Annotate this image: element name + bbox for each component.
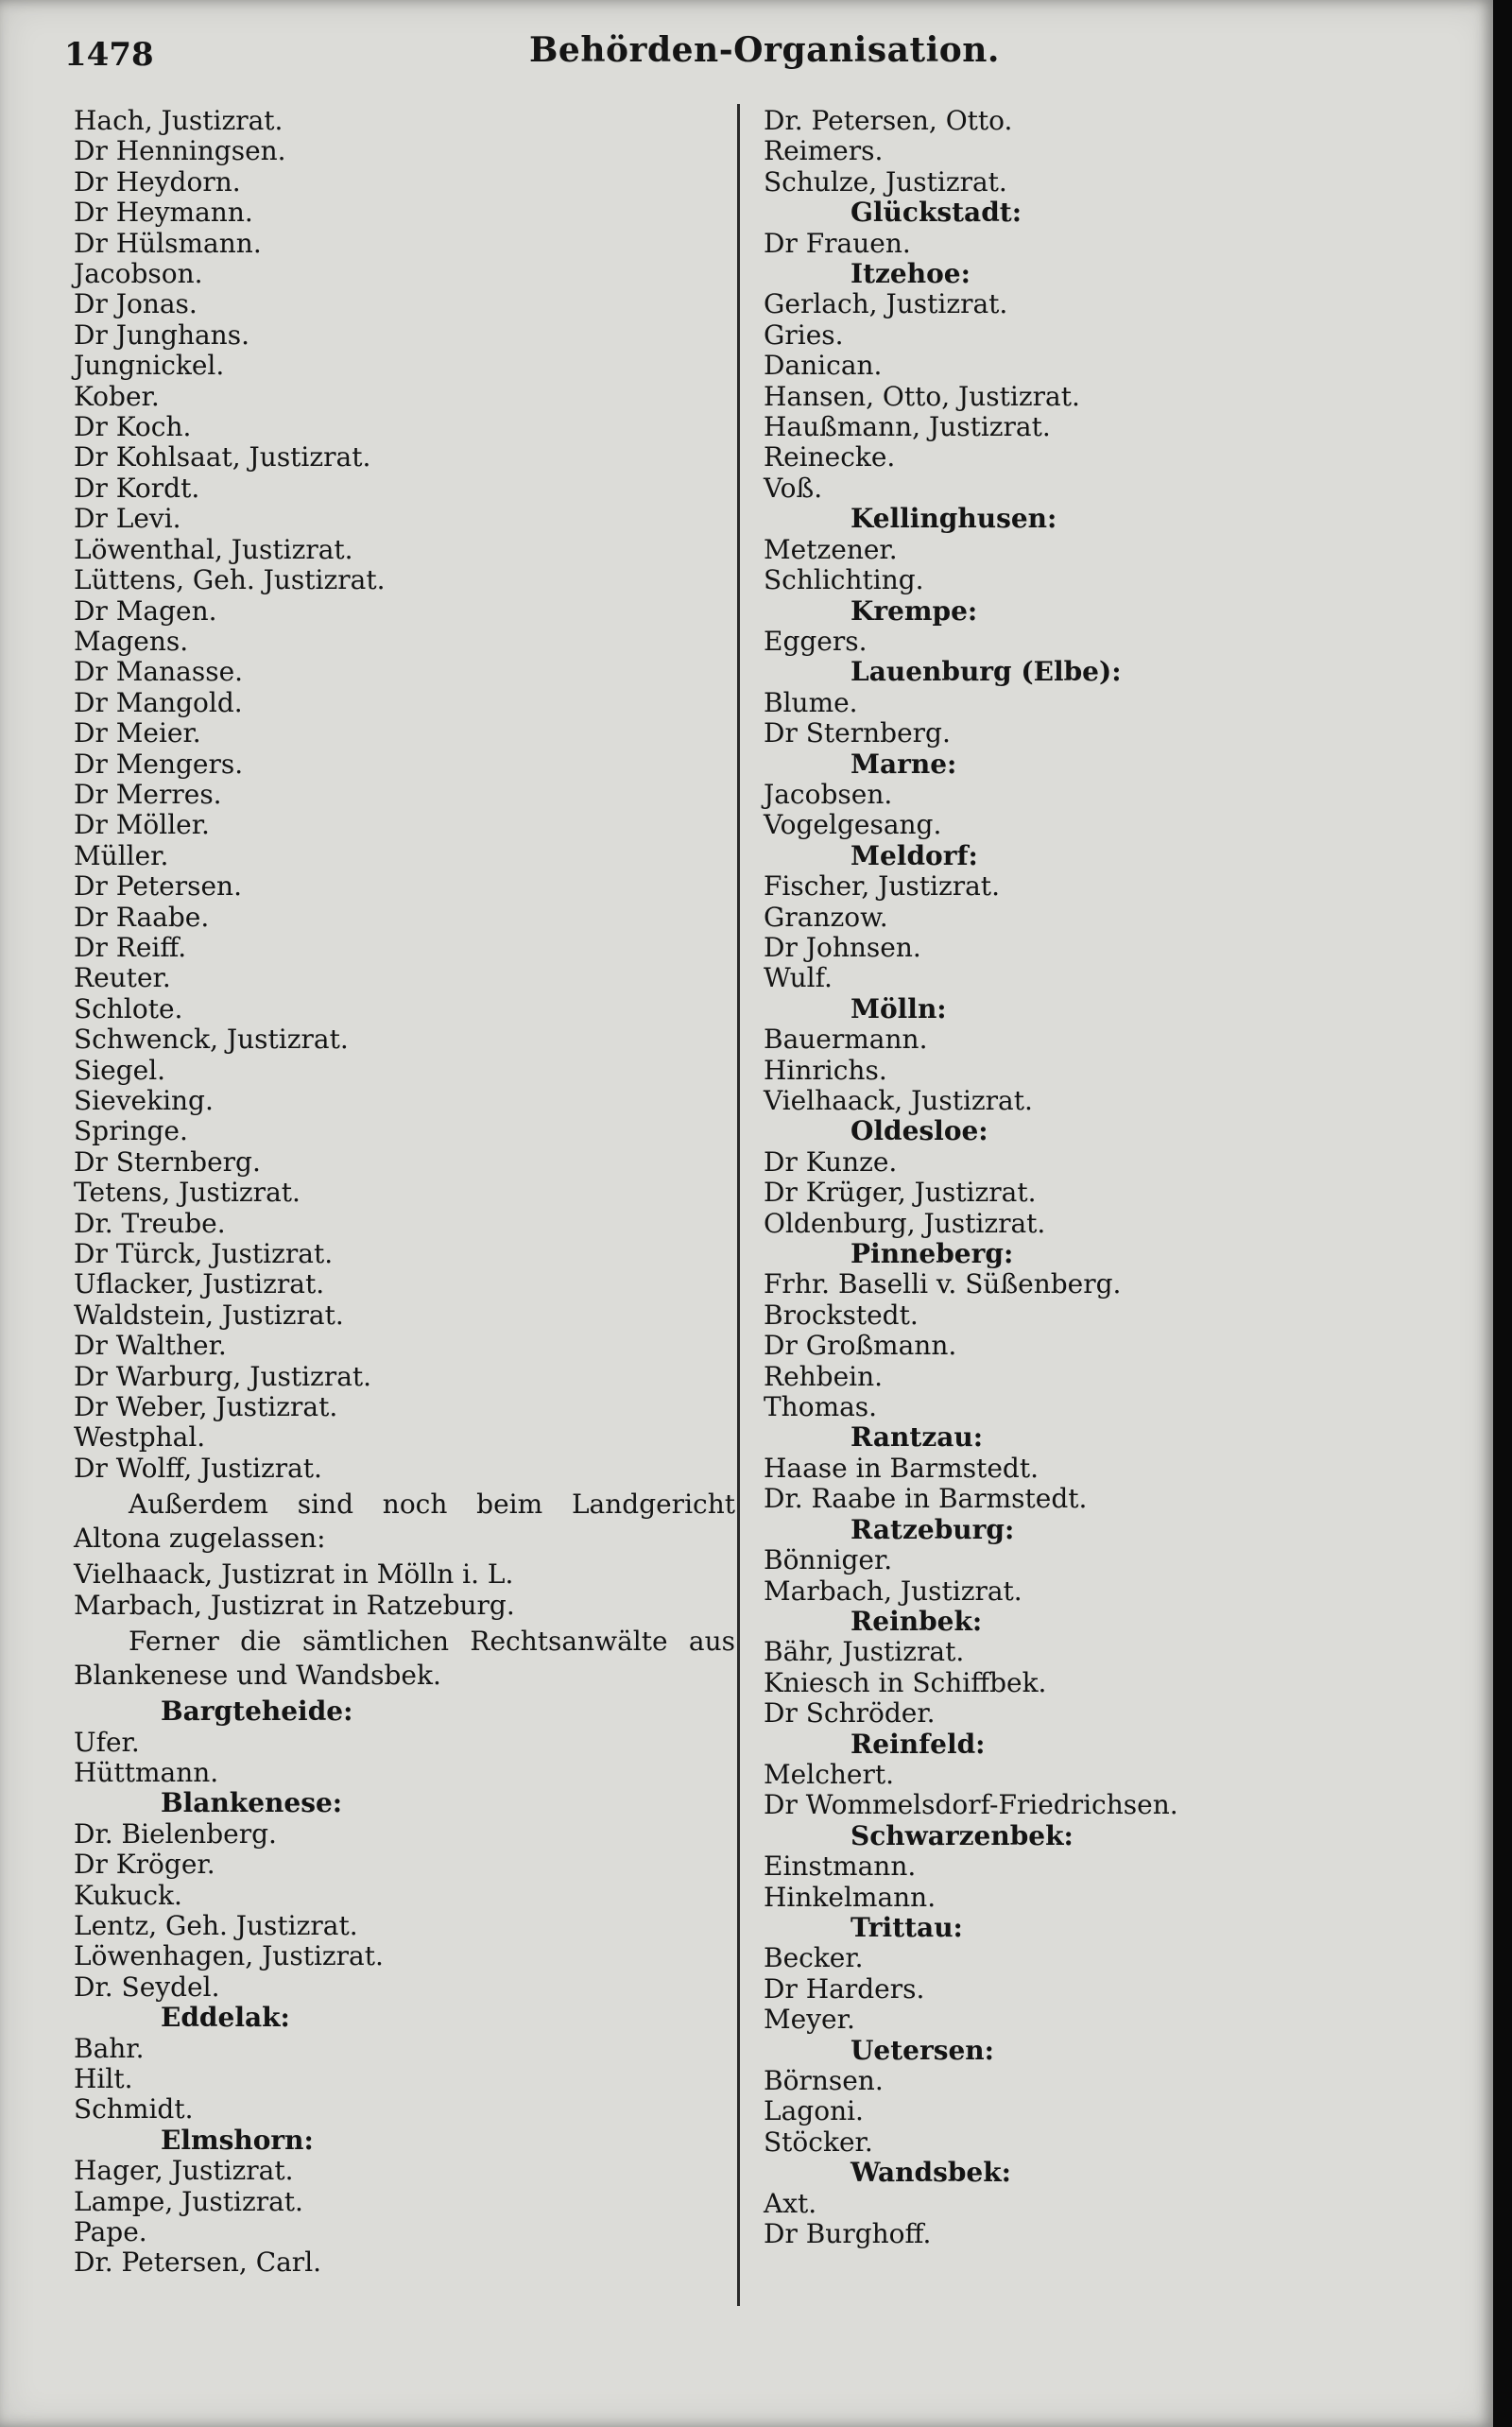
lawyer-entry: Rehbein. bbox=[764, 1360, 884, 1392]
lawyer-entry: Dr Jonas. bbox=[74, 288, 198, 320]
lawyer-entry: Bauermann. bbox=[764, 1024, 928, 1056]
lawyer-entry: Metzener. bbox=[764, 533, 898, 565]
lawyer-entry: Löwenhagen, Justizrat. bbox=[74, 1940, 384, 1972]
left-column bbox=[74, 106, 735, 2279]
lawyer-entry: Pape. bbox=[74, 2216, 147, 2247]
lawyer-entry: Dr Weber, Justizrat. bbox=[74, 1391, 338, 1423]
lawyer-entry: Reuter. bbox=[74, 962, 171, 994]
lawyer-entry: Bähr, Justizrat. bbox=[764, 1636, 965, 1668]
place-heading: Mölln: bbox=[850, 992, 947, 1024]
lawyer-entry: Dr Mangold. bbox=[74, 686, 243, 718]
lawyer-entry: Dr Junghans. bbox=[74, 318, 249, 351]
lawyer-entry: Fischer, Justizrat. bbox=[764, 870, 1000, 903]
lawyer-entry: Dr Türck, Justizrat. bbox=[74, 1238, 334, 1270]
place-heading: Reinbek: bbox=[850, 1605, 983, 1637]
lawyer-entry: Jacobsen. bbox=[764, 778, 893, 810]
lawyer-entry: Bönniger. bbox=[764, 1544, 893, 1576]
lawyer-entry: Vielhaack, Justizrat. bbox=[764, 1085, 1033, 1116]
lawyer-entry: Waldstein, Justizrat. bbox=[74, 1299, 344, 1331]
lawyer-entry: Dr Schröder. bbox=[764, 1697, 936, 1730]
place-heading: Ratzeburg: bbox=[850, 1513, 1015, 1545]
lawyer-entry: Tetens, Justizrat. bbox=[74, 1177, 301, 1209]
lawyer-entry: Lagoni. bbox=[764, 2095, 864, 2127]
lawyer-entry: Westphal. bbox=[74, 1421, 206, 1454]
lawyer-entry: Dr Henningsen. bbox=[74, 135, 286, 167]
lawyer-entry: Vielhaack, Justizrat in Mölln i. L. bbox=[74, 1558, 514, 1591]
lawyer-entry: Kniesch in Schiffbek. bbox=[764, 1666, 1047, 1698]
column-divider bbox=[737, 104, 740, 2306]
place-heading: Bargteheide: bbox=[161, 1695, 353, 1728]
lawyer-entry: Uflacker, Justizrat. bbox=[74, 1268, 325, 1300]
lawyer-entry: Melchert. bbox=[764, 1758, 895, 1790]
lawyer-entry: Einstmann. bbox=[764, 1850, 917, 1883]
lawyer-entry: Dr Heymann. bbox=[74, 197, 253, 229]
lawyer-entry: Dr Merres. bbox=[74, 778, 222, 810]
lawyer-entry: Marbach, Justizrat in Ratzeburg. bbox=[74, 1589, 515, 1621]
lawyer-entry: Dr Heydorn. bbox=[74, 165, 241, 198]
lawyer-entry: Reimers. bbox=[764, 135, 884, 167]
lawyer-entry: Dr Koch. bbox=[74, 411, 192, 443]
lawyer-entry: Springe. bbox=[74, 1115, 188, 1147]
lawyer-entry: Dr. Raabe in Barmstedt. bbox=[764, 1483, 1088, 1515]
place-heading: Kellinghusen: bbox=[850, 503, 1057, 535]
lawyer-entry: Schulze, Justizrat. bbox=[764, 165, 1007, 198]
place-heading: Krempe: bbox=[850, 594, 978, 627]
lawyer-entry: Thomas. bbox=[764, 1391, 878, 1423]
lawyer-entry: Eggers. bbox=[764, 625, 868, 657]
lawyer-entry: Kober. bbox=[74, 380, 160, 412]
lawyer-entry: Danican. bbox=[764, 350, 883, 382]
lawyer-entry: Reinecke. bbox=[764, 441, 896, 473]
lawyer-entry: Jacobson. bbox=[74, 258, 203, 290]
lawyer-entry: Dr Petersen. bbox=[74, 870, 242, 903]
lawyer-entry: Dr Möller. bbox=[74, 809, 210, 841]
lawyer-entry: Lentz, Geh. Justizrat. bbox=[74, 1909, 358, 1941]
lawyer-entry: Hager, Justizrat. bbox=[74, 2155, 294, 2187]
lawyer-entry: Hinkelmann. bbox=[764, 1881, 936, 1913]
lawyer-entry: Dr. Seydel. bbox=[74, 1971, 220, 2003]
place-heading: Itzehoe: bbox=[850, 258, 971, 290]
lawyer-entry: Jungnickel. bbox=[74, 350, 225, 382]
lawyer-entry: Stöcker. bbox=[764, 2126, 873, 2158]
lawyer-entry: Dr Krüger, Justizrat. bbox=[764, 1177, 1037, 1209]
lawyer-entry: Brockstedt. bbox=[764, 1299, 919, 1331]
lawyer-entry: Hach, Justizrat. bbox=[74, 105, 284, 136]
lawyer-entry: Dr. Bielenberg. bbox=[74, 1817, 277, 1850]
lawyer-entry: Voß. bbox=[764, 472, 823, 504]
lawyer-entry: Dr Sternberg. bbox=[764, 717, 951, 749]
lawyer-entry: Müller. bbox=[74, 839, 169, 871]
place-heading: Lauenburg (Elbe): bbox=[850, 656, 1122, 688]
lawyer-entry: Hinrichs. bbox=[764, 1054, 887, 1086]
place-heading: Eddelak: bbox=[161, 2002, 290, 2034]
lawyer-entry: Marbach, Justizrat. bbox=[764, 1575, 1022, 1607]
lawyer-entry: Dr Frauen. bbox=[764, 227, 911, 259]
lawyer-entry: Blume. bbox=[764, 686, 858, 718]
lawyer-entry: Kukuck. bbox=[74, 1879, 182, 1911]
lawyer-entry: Dr Kohlsaat, Justizrat. bbox=[74, 441, 371, 473]
lawyer-entry: Dr Hülsmann. bbox=[74, 227, 262, 259]
place-heading: Schwarzenbek: bbox=[850, 1819, 1074, 1851]
lawyer-entry: Dr Walther. bbox=[74, 1330, 227, 1362]
lawyer-entry: Becker. bbox=[764, 1942, 864, 1974]
lawyer-entry: Börnsen. bbox=[764, 2065, 884, 2096]
lawyer-entry: Bahr. bbox=[74, 2032, 145, 2064]
lawyer-entry: Frhr. Baselli v. Süßenberg. bbox=[764, 1268, 1122, 1300]
lawyer-entry: Schwenck, Justizrat. bbox=[74, 1024, 349, 1056]
lawyer-entry: Ufer. bbox=[74, 1726, 140, 1758]
lawyer-entry: Hansen, Otto, Justizrat. bbox=[764, 380, 1080, 412]
lawyer-entry: Gerlach, Justizrat. bbox=[764, 288, 1008, 320]
place-heading: Blankenese: bbox=[161, 1787, 343, 1819]
lawyer-entry: Hilt. bbox=[74, 2062, 133, 2094]
lawyer-entry: Schlichting. bbox=[764, 564, 924, 596]
lawyer-entry: Meyer. bbox=[764, 2004, 855, 2036]
note-paragraph: Außerdem sind noch beim Landgericht Altona zugelassen: bbox=[74, 1489, 735, 1555]
lawyer-entry: Oldenburg, Justizrat. bbox=[764, 1207, 1046, 1239]
lawyer-entry: Schlote. bbox=[74, 992, 183, 1024]
lawyer-entry: Dr Raabe. bbox=[74, 901, 210, 933]
lawyer-entry: Axt. bbox=[764, 2187, 817, 2219]
place-heading: Wandsbek: bbox=[850, 2157, 1011, 2189]
lawyer-entry: Lüttens, Geh. Justizrat. bbox=[74, 564, 386, 596]
place-heading: Pinneberg: bbox=[850, 1238, 1014, 1270]
lawyer-entry: Dr Kunze. bbox=[764, 1145, 898, 1178]
lawyer-entry: Lampe, Justizrat. bbox=[74, 2185, 303, 2217]
lawyer-entry: Dr Burghoff. bbox=[764, 2218, 932, 2250]
lawyer-entry: Dr Magen. bbox=[74, 594, 217, 627]
lawyer-entry: Dr Johnsen. bbox=[764, 931, 921, 963]
lawyer-entry: Dr. Treube. bbox=[74, 1207, 226, 1239]
lawyer-entry: Haußmann, Justizrat. bbox=[764, 411, 1051, 443]
lawyer-entry: Schmidt. bbox=[74, 2093, 194, 2126]
lawyer-entry: Wulf. bbox=[764, 962, 833, 994]
lawyer-entry: Haase in Barmstedt. bbox=[764, 1452, 1040, 1484]
place-heading: Marne: bbox=[850, 748, 957, 780]
place-heading: Meldorf: bbox=[850, 839, 978, 871]
lawyer-entry: Dr Meier. bbox=[74, 717, 201, 749]
lawyer-entry: Gries. bbox=[764, 318, 844, 351]
lawyer-entry: Dr Reiff. bbox=[74, 931, 187, 963]
lawyer-entry: Dr. Petersen, Otto. bbox=[764, 105, 1013, 136]
place-heading: Rantzau: bbox=[850, 1421, 984, 1454]
lawyer-entry: Dr Kröger. bbox=[74, 1849, 215, 1881]
lawyer-entry: Dr Kordt. bbox=[74, 472, 200, 504]
place-heading: Oldesloe: bbox=[850, 1115, 988, 1147]
lawyer-entry: Siegel. bbox=[74, 1054, 166, 1086]
place-heading: Elmshorn: bbox=[161, 2124, 314, 2156]
lawyer-entry: Dr. Petersen, Carl. bbox=[74, 2246, 322, 2279]
lawyer-entry: Granzow. bbox=[764, 901, 888, 933]
place-heading: Reinfeld: bbox=[850, 1728, 986, 1760]
lawyer-entry: Dr Großmann. bbox=[764, 1330, 957, 1362]
lawyer-entry: Löwenthal, Justizrat. bbox=[74, 533, 353, 565]
lawyer-entry: Dr Sternberg. bbox=[74, 1145, 261, 1178]
place-heading: Trittau: bbox=[850, 1911, 963, 1943]
note-paragraph: Ferner die sämtlichen Rechtsanwälte aus Blankenese und Wandsbek. bbox=[74, 1626, 735, 1692]
lawyer-entry: Sieveking. bbox=[74, 1085, 214, 1116]
lawyer-entry: Dr Manasse. bbox=[74, 656, 244, 688]
lawyer-entry: Vogelgesang. bbox=[764, 809, 942, 841]
lawyer-entry: Dr Wolff, Justizrat. bbox=[74, 1452, 322, 1484]
place-heading: Uetersen: bbox=[850, 2034, 995, 2066]
right-column bbox=[764, 106, 1482, 2249]
lawyer-entry: Dr Harders. bbox=[764, 1972, 925, 2005]
lawyer-entry: Dr Mengers. bbox=[74, 748, 244, 780]
running-title: Behörden-Organisation. bbox=[529, 30, 1000, 70]
lawyer-entry: Magens. bbox=[74, 625, 189, 657]
page-number: 1478 bbox=[64, 36, 154, 74]
lawyer-entry: Dr Warburg, Justizrat. bbox=[74, 1360, 372, 1392]
lawyer-entry: Dr Wommelsdorf-Friedrichsen. bbox=[764, 1789, 1178, 1821]
lawyer-entry: Dr Levi. bbox=[74, 503, 181, 535]
place-heading: Glückstadt: bbox=[850, 197, 1022, 229]
lawyer-entry: Hüttmann. bbox=[74, 1756, 219, 1788]
